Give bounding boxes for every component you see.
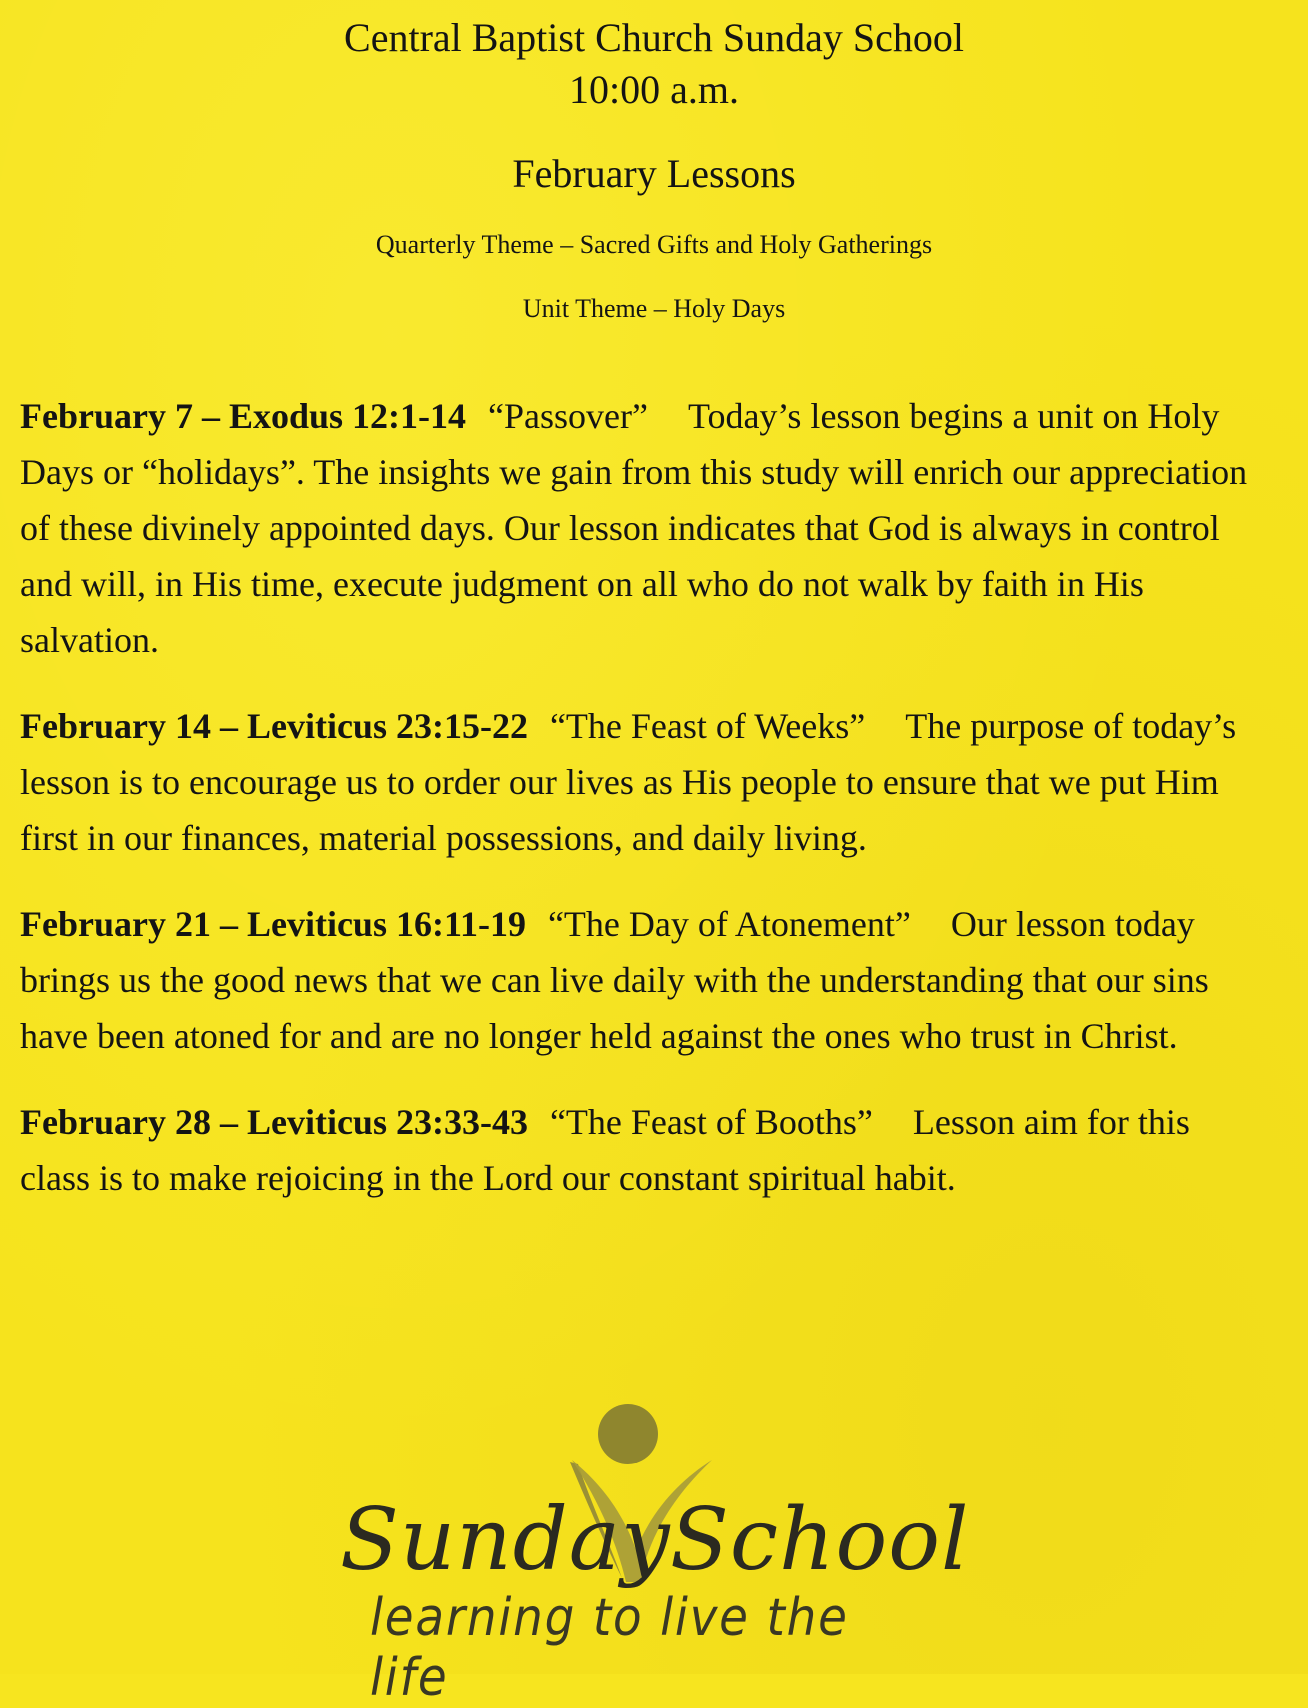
lesson-description: Today’s lesson begins a unit on Holy Days or “holidays”. The insights we gain from this study will enrich our appreciation of these divinely appointed days. Our lesson indicates that God is always in control and will, in His time, execute judgment on all who do not walk by faith in His salvation. <box>20 396 1248 660</box>
logo-word-school: School <box>670 1490 970 1590</box>
lesson-reference: February 14 – Leviticus 23:15-22 <box>20 706 528 746</box>
lesson-title: “Passover” <box>488 396 648 436</box>
header <box>0 12 1308 324</box>
lesson-reference: February 21 – Leviticus 16:11-19 <box>20 904 526 944</box>
logo-word-sunday: Sunday <box>340 1490 671 1590</box>
lesson-feb-14 <box>20 698 1250 866</box>
lessons-title: February Lessons <box>512 151 796 196</box>
lesson-description: Lesson aim for this class is to make rejoicing in the Lord our constant spiritual habit. <box>20 1102 1190 1198</box>
quarterly-theme: Quarterly Theme – Sacred Gifts and Holy Gatherings <box>375 230 933 259</box>
lesson-reference: February 7 – Exodus 12:1-14 <box>20 396 467 436</box>
lesson-description: The purpose of today’s lesson is to encourage us to order our lives as His people to ensure that we put Him first in our finances, material possessions, and daily living. <box>20 706 1237 858</box>
lesson-title: “The Day of Atonement” <box>547 904 911 944</box>
service-time: 10:00 a.m. <box>569 67 739 112</box>
unit-theme: Unit Theme – Holy Days <box>522 294 786 323</box>
church-name: Central Baptist Church Sunday School <box>344 15 964 60</box>
lesson-title: “The Feast of Booths” <box>549 1102 873 1142</box>
lesson-description: Our lesson today brings us the good news that we can live daily with the understanding that our sins have been atoned for and are no longer held against the ones who trust in Christ. <box>20 904 1209 1056</box>
lessons-list <box>20 388 1250 1236</box>
lesson-feb-21 <box>20 896 1250 1064</box>
sunday-school-logo <box>340 1400 970 1708</box>
logo-tagline: learning to live the life <box>370 1588 849 1708</box>
lesson-reference: February 28 – Leviticus 23:33-43 <box>20 1102 528 1142</box>
lesson-feb-7 <box>20 388 1250 668</box>
lesson-title: “The Feast of Weeks” <box>549 706 866 746</box>
lesson-feb-28 <box>20 1094 1250 1206</box>
